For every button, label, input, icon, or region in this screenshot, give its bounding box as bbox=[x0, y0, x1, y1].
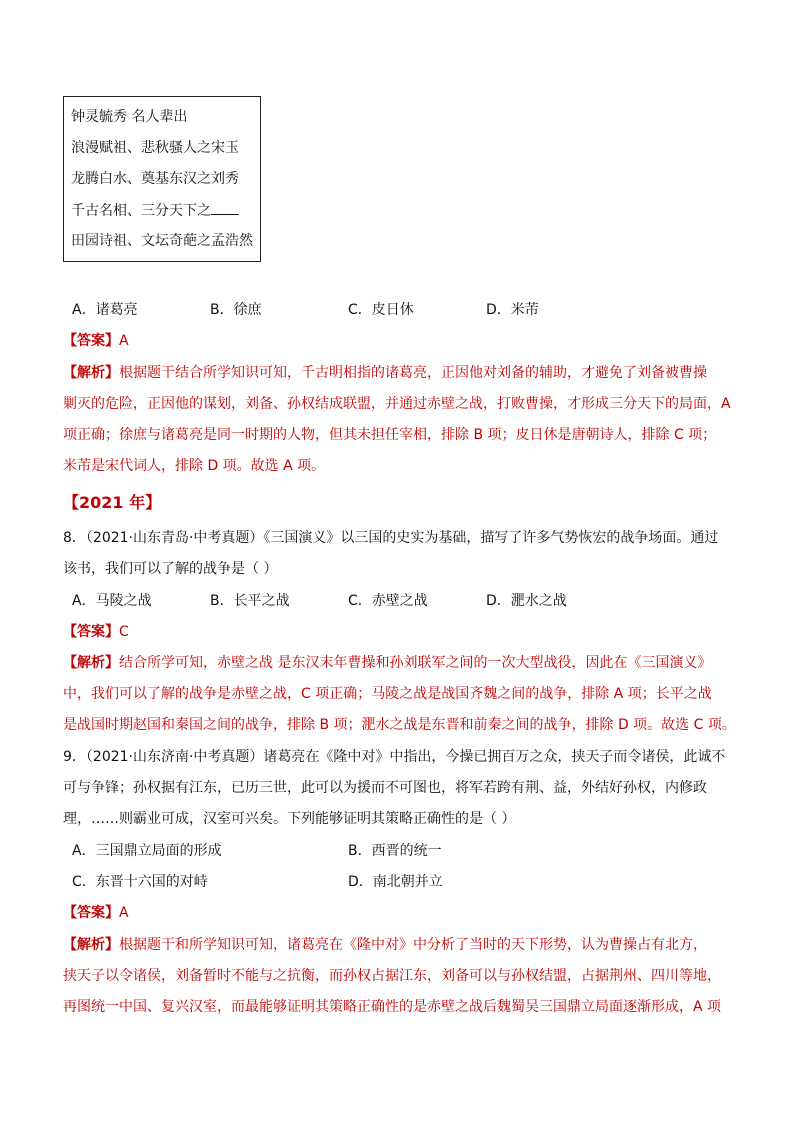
year-header: 【2021 年】 bbox=[63, 493, 162, 512]
analysis-tag: 【解析】 bbox=[63, 365, 119, 381]
q9-option-d: D．南北朝并立 bbox=[348, 874, 443, 890]
stem-line: 8．（2021·山东青岛·中考真题）《三国演义》以三国的史实为基础，描写了许多气势恢宏的战争场面。通过 bbox=[63, 530, 719, 546]
analysis-tag: 【解析】 bbox=[63, 655, 119, 671]
poem-line-with-blank bbox=[71, 200, 260, 231]
analysis-text: 根据题干和所学知识可知，诸葛亮在《隆中对》中分析了当时的天下形势，认为曹操占有北方， bbox=[119, 937, 707, 953]
q8-answer bbox=[63, 622, 129, 642]
q7-option-a: A．诸葛亮 bbox=[72, 302, 138, 318]
analysis-line: 米芾是宋代词人，排除 D 项。故选 A 项。 bbox=[63, 458, 326, 474]
q7-analysis bbox=[63, 358, 743, 482]
analysis-line: 再图统一中国、复兴汉室，而最能够证明其策略正确性的是赤壁之战后魏蜀吴三国鼎立局面逐渐形成，A 项 bbox=[63, 999, 722, 1015]
q8-stem bbox=[63, 523, 753, 585]
analysis-tag: 【解析】 bbox=[63, 937, 119, 953]
q8-analysis bbox=[63, 648, 743, 741]
answer-value: A bbox=[119, 333, 129, 349]
q7-option-d: D．米芾 bbox=[486, 302, 539, 318]
fill-blank bbox=[211, 200, 239, 215]
poem-line-text: 千古名相、三分天下之 bbox=[71, 203, 211, 219]
stem-line: 理，……则霸业可成，汉室可兴矣。下列能够证明其策略正确性的是（ ） bbox=[63, 811, 516, 827]
poem-line: 钟灵毓秀 名人辈出 bbox=[71, 109, 188, 125]
answer-tag: 【答案】 bbox=[63, 624, 119, 640]
q9-answer bbox=[63, 903, 129, 923]
poem-line: 田园诗祖、文坛奇葩之孟浩然 bbox=[71, 233, 253, 249]
analysis-line bbox=[63, 358, 743, 389]
stem-line: 9．（2021·山东济南·中考真题）诸葛亮在《隆中对》中指出，今操已拥百万之众，挟天子而令诸侯，此诚不 bbox=[63, 749, 726, 765]
poem-line: 浪漫赋祖、悲秋骚人之宋玉 bbox=[71, 140, 239, 156]
analysis-line bbox=[63, 930, 743, 961]
analysis-line: 中，我们可以了解的战争是赤壁之战，C 项正确；马陵之战是战国齐魏之间的战争，排除 A 项；长平之战 bbox=[63, 686, 712, 702]
analysis-line bbox=[63, 648, 743, 679]
q9-option-c: C．东晋十六国的对峙 bbox=[72, 874, 208, 890]
q8-option-d: D．淝水之战 bbox=[486, 593, 567, 609]
q9-stem bbox=[63, 742, 753, 835]
q9-option-b: B．西晋的统一 bbox=[348, 843, 442, 859]
q8-option-a: A．马陵之战 bbox=[72, 593, 152, 609]
analysis-line: 是战国时期赵国和秦国之间的战争，排除 B 项；淝水之战是东晋和前秦之间的战争，排除 D 项。故选 C 项。 bbox=[63, 717, 736, 733]
q7-option-b: B．徐庶 bbox=[210, 302, 262, 318]
answer-value: A bbox=[119, 905, 129, 921]
answer-tag: 【答案】 bbox=[63, 333, 119, 349]
stem-line: 可与争锋；孙权据有江东，已历三世，此可以为援而不可图也，将军若跨有荆、益，外结好孙权，内修政 bbox=[63, 780, 707, 796]
analysis-line: 挟天子以令诸侯，刘备暂时不能与之抗衡，而孙权占据江东，刘备可以与孙权结盟，占据荆州、四川等地， bbox=[63, 968, 721, 984]
poem-box bbox=[63, 96, 261, 262]
q9-analysis bbox=[63, 930, 743, 1023]
answer-tag: 【答案】 bbox=[63, 905, 119, 921]
q7-answer bbox=[63, 331, 129, 351]
q9-option-a: A．三国鼎立局面的形成 bbox=[72, 843, 222, 859]
q8-option-b: B．长平之战 bbox=[210, 593, 290, 609]
analysis-line: 剿灭的危险，正因他的谋划，刘备、孙权结成联盟，并通过赤壁之战，打败曹操，才形成三分天下的局面，A bbox=[63, 396, 731, 412]
q8-option-c: C．赤壁之战 bbox=[348, 593, 428, 609]
answer-value: C bbox=[119, 624, 129, 640]
analysis-text: 结合所学可知，赤壁之战 是东汉末年曹操和孙刘联军之间的一次大型战役，因此在《三国演义》 bbox=[119, 655, 712, 671]
poem-line: 龙腾白水、奠基东汉之刘秀 bbox=[71, 171, 239, 187]
analysis-line: 项正确；徐庶与诸葛亮是同一时期的人物，但其未担任宰相，排除 B 项；皮日休是唐朝诗人，排除 C 项； bbox=[63, 427, 717, 443]
stem-line: 该书，我们可以了解的战争是（ ） bbox=[63, 561, 278, 577]
q7-option-c: C．皮日休 bbox=[348, 302, 414, 318]
analysis-text: 根据题干结合所学知识可知，千古明相指的诸葛亮，正因他对刘备的辅助，才避免了刘备被曹操 bbox=[119, 365, 707, 381]
